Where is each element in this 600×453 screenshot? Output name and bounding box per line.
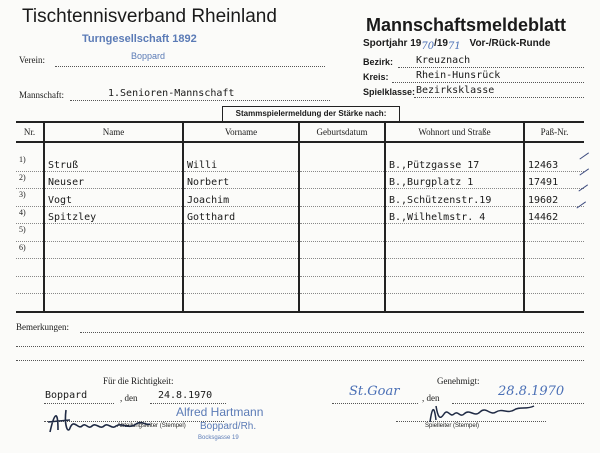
row-geburtsdatum [299,224,385,242]
place-left: Boppard [45,390,88,401]
spielklasse-value: Bezirksklasse [416,85,495,96]
row-name: Vogt [44,189,183,207]
sportjahr-label: Sportjahr 19 [363,38,422,49]
den-right-label: , den [422,393,440,403]
row-name: Spitzley [44,206,183,224]
federation-title: Tischtennisverband Rheinland [22,6,277,27]
table-row [16,206,584,224]
row-wohnort: B.,Schützenstr.19 [385,189,524,207]
header-vorname: Vorname [183,122,299,142]
row-nr [16,259,44,277]
signer-stamp-street: Bocksgasse 19 [198,435,239,441]
table-row [16,224,584,242]
row-nr: 6) [16,241,44,259]
signer-stamp-name: Alfred Hartmann [176,405,264,419]
header-wohnort: Wohnort und Straße [385,122,524,142]
row-name [44,224,183,242]
row-geburtsdatum [299,171,385,189]
row-name [44,259,183,277]
row-wohnort: B.,Burgplatz 1 [385,171,524,189]
row-vorname [183,276,299,294]
row-vorname: Gotthard [183,206,299,224]
remarks-label: Bemerkungen: [16,322,69,332]
kreis-value: Rhein-Hunsrück [416,70,501,81]
table-row [16,241,584,259]
row-name [44,241,183,259]
mannschaft-line [70,100,330,101]
row-wohnort: B.,Pützgasse 17 [385,154,524,171]
bezirk-line [398,67,584,68]
table-row [16,189,584,207]
remarks-line-2 [16,346,584,347]
row-nr [16,276,44,294]
row-pass: 19602 [524,189,584,207]
kreis-line [392,82,584,83]
runde-label: Vor-/Rück-Runde [469,38,551,49]
club-stamp-name: Turngesellschaft 1892 [82,33,197,45]
spielklasse-label: Spielklasse: [363,87,416,97]
row-pass [524,276,584,294]
row-pass: 14462 [524,206,584,224]
table-row [16,171,584,189]
sportjahr-sep: /19 [434,38,448,49]
remarks-line-3 [16,360,584,361]
table-row [16,294,584,312]
spielklasse-line [414,97,584,98]
form-title: Mannschaftsmeldeblatt [366,15,567,35]
date-right: 28.8.1970 [498,384,565,399]
row-wohnort [385,276,524,294]
date-left-line [150,403,226,404]
row-nr: 5) [16,224,44,242]
row-pass [524,259,584,277]
kreis-label: Kreis: [363,72,389,82]
sportjahr-from: 70 [421,41,435,52]
place-right-line [332,403,418,404]
header-geburtsdatum: Geburtsdatum [299,122,385,142]
row-name [44,294,183,312]
player-table [16,121,584,313]
verein-label: Verein: [19,55,45,65]
row-geburtsdatum [299,189,385,207]
place-right: St.Goar [349,384,400,399]
row-geburtsdatum [299,206,385,224]
row-wohnort [385,294,524,312]
row-nr: 4) [16,206,44,224]
sportjahr-to: 71 [448,41,461,52]
row-nr: 1) [16,154,44,171]
row-pass [524,241,584,259]
row-pass [524,224,584,242]
row-pass: 12463 [524,154,584,171]
date-left: 24.8.1970 [158,390,213,401]
row-wohnort [385,224,524,242]
table-caption: Stammspielermeldung der Stärke nach: [222,106,400,121]
header-nr: Nr. [16,122,44,142]
mannschaft-label: Mannschaft: [19,90,64,100]
row-name: Neuser [44,171,183,189]
row-nr: 2) [16,171,44,189]
row-geburtsdatum [299,259,385,277]
remarks-line-1 [80,332,584,333]
spielleiter-label: Spielleiter (Stempel) [425,423,480,429]
spacer-cell [16,142,44,154]
row-vorname: Willi [183,154,299,171]
abteilungsleiter-label: Abteilungsleiter (Stempel) [117,423,186,429]
genehmigt-label: Genehmigt: [437,376,480,386]
row-name: Struß [44,154,183,171]
richtigkeit-label: Für die Richtigkeit: [103,376,174,386]
row-vorname [183,241,299,259]
row-vorname [183,259,299,277]
row-geburtsdatum [299,241,385,259]
row-wohnort: B.,Wilhelmstr. 4 [385,206,524,224]
row-vorname [183,294,299,312]
row-geburtsdatum [299,154,385,171]
row-pass [524,294,584,312]
club-stamp-place: Boppard [131,51,166,61]
table-row [16,154,584,171]
verein-line [55,66,325,67]
row-geburtsdatum [299,276,385,294]
table-row [16,259,584,277]
row-nr: 3) [16,189,44,207]
row-vorname: Norbert [183,171,299,189]
bezirk-value: Kreuznach [416,55,471,66]
row-nr [16,294,44,312]
mannschaft-value: 1.Senioren-Mannschaft [108,88,235,99]
row-wohnort [385,259,524,277]
signature-left-icon [44,400,154,442]
signature-right-icon [424,396,544,426]
row-wohnort [385,241,524,259]
signer-stamp-place: Boppard/Rh. [200,421,257,432]
sportjahr-line [363,38,551,52]
row-name [44,276,183,294]
row-vorname [183,224,299,242]
row-pass: 17491 [524,171,584,189]
den-left-label: , den [120,393,138,403]
table-header-row [16,122,584,142]
table-row [16,276,584,294]
header-name: Name [44,122,183,142]
header-pass: Paß-Nr. [524,122,584,142]
row-vorname: Joachim [183,189,299,207]
bezirk-label: Bezirk: [363,57,394,67]
row-geburtsdatum [299,294,385,312]
